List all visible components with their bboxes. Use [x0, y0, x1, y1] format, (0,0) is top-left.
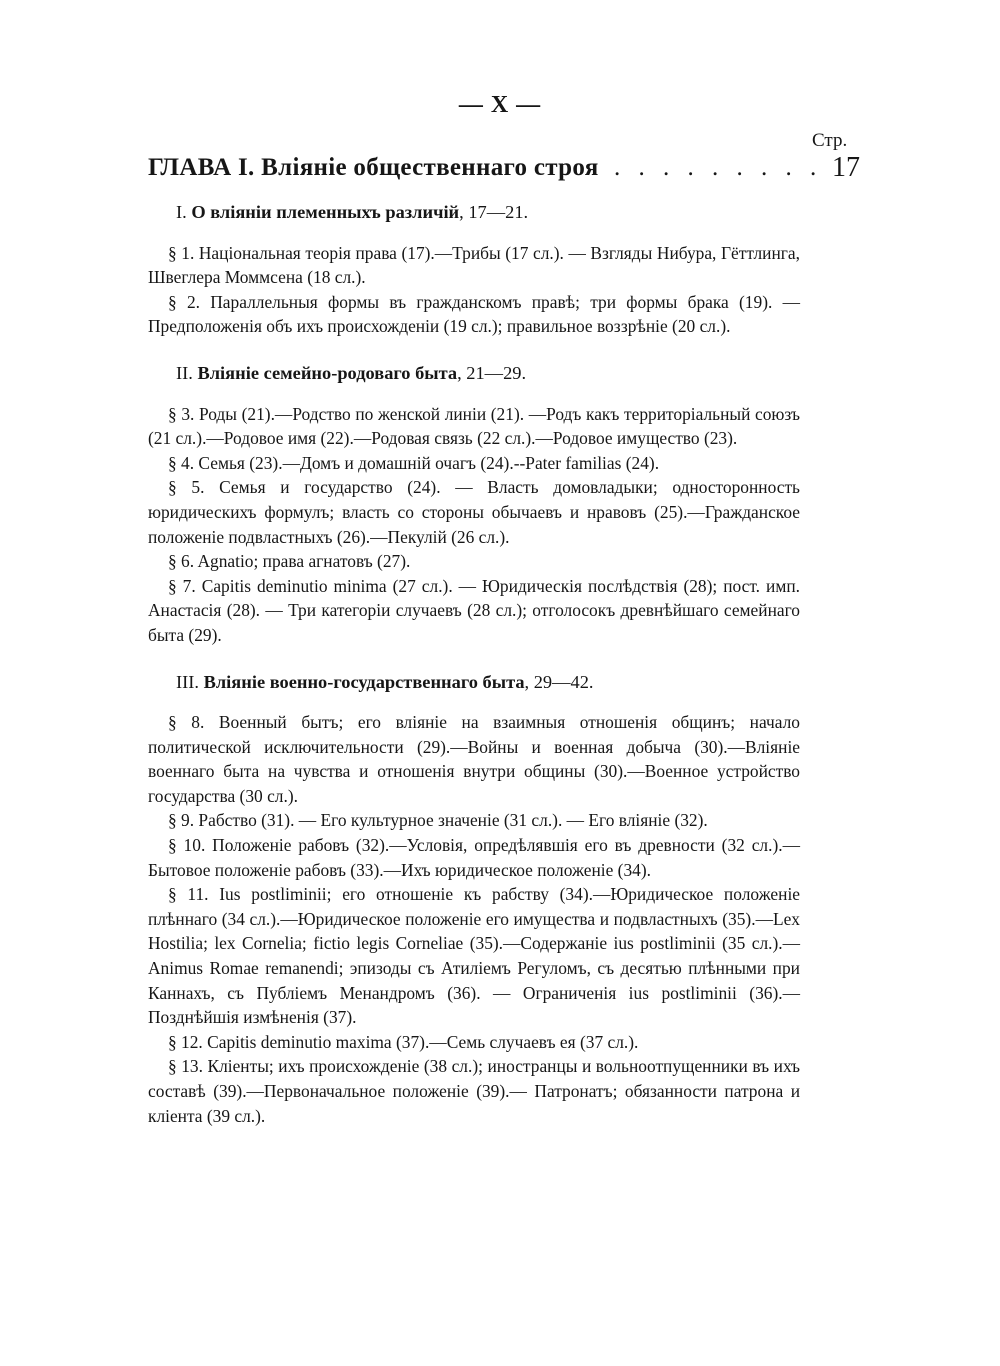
paragraph: § 1. Національная теорія права (17).—Трибы (17 сл.). — Взгляды Нибура, Гёттлинга, Швеглера Моммсена (18 сл.).: [148, 242, 800, 288]
section-number: III.: [176, 671, 199, 692]
paragraph: § 9. Рабство (31). — Его культурное значеніе (31 сл.). — Его вліяніе (32).: [168, 810, 708, 831]
section-number: II.: [176, 362, 193, 383]
section-1: [148, 200, 800, 339]
section-heading: [148, 200, 800, 225]
paragraph: § 13. Кліенты; ихъ происхожденіе (38 сл.); иностранцы и вольноотпущенники въ ихъ составѣ (39).—Первоначальное положеніе (39).— Патронатъ; обязанности патрона и кліента (39 сл.).: [148, 1056, 800, 1126]
chapter-heading: [148, 154, 860, 190]
section-pages: , 29—42.: [524, 671, 594, 692]
section-title: О вліяніи племенныхъ различій: [191, 202, 460, 222]
paragraph: § 6. Agnatio; права агнатовъ (27).: [168, 551, 411, 572]
paragraph: § 12. Capitis deminutio maxima (37).—Семь случаевъ ея (37 сл.).: [168, 1031, 639, 1052]
paragraph: § 2. Параллельныя формы въ гражданскомъ правѣ; три формы брака (19). — Предположенія объ ихъ происхожденіи (19 сл.); правильное воззрѣніе (20 сл.).: [148, 291, 800, 337]
section-number: I.: [176, 202, 187, 222]
paragraph: § 8. Военный бытъ; его вліяніе на взаимныя отношенія общинъ; начало политической исключительности (29).—Войны и военная добыча (30).—Вліяніе военнаго быта на чувства и отношенія внутри общины (30).—Военное устройство государства (30 сл.).: [148, 712, 800, 806]
paragraph: § 10. Положеніе рабовъ (32).—Условія, опредѣлявшія его въ древности (32 сл.).—Бытовое положеніе рабовъ (33).—Ихъ юридическое положеніе (34).: [148, 835, 800, 880]
section-title: Вліяніе военно-государственнаго быта: [203, 671, 525, 692]
section-heading: [148, 670, 800, 695]
page-number-header: — X —: [458, 92, 542, 118]
paragraph: § 4. Семья (23).—Домъ и домашній очагъ (24).--Pater familias (24).: [168, 452, 660, 473]
section-pages: , 21—29.: [457, 362, 527, 383]
section-title: Вліяніе семейно-родоваго быта: [197, 362, 458, 383]
chapter-title: ГЛАВА I. Вліяніе общественнаго строя: [148, 154, 599, 181]
page-column-label: Стр.: [812, 130, 848, 151]
table-of-contents-body: [148, 200, 800, 1150]
paragraph: § 3. Роды (21).—Родство по женской линіи (21). —Родъ какъ территоріальный союзъ (21 сл.).—Родовое имя (22).—Родовая связь (22 сл.).—Родовое имущество (23).: [148, 403, 800, 449]
section-heading: [148, 361, 800, 386]
chapter-leader-dots: . . . . . . . . .: [614, 154, 823, 181]
section-pages: , 17—21.: [459, 202, 529, 222]
section-3: [148, 670, 800, 1129]
chapter-page-number: 17: [832, 152, 860, 183]
section-2: [148, 361, 800, 648]
paragraph: § 11. Ius postliminii; его отношеніе къ рабству (34).—Юридическое положеніе плѣннаго (34 сл.).—Юридическое положеніе его имущества и подвластныхъ (35).—Lex Hostilia; lex Cornelia; fictio legis Corneliae (35).—Содержаніе ius postliminii (35 сл.).—Animus Romae remanendi; эпизоды съ Атиліемъ Регуломъ, съ десятью плѣнными при Каннахъ, съ Публіемъ Менандромъ (36). — Ограниченія ius postliminii (36).— Позднѣйшія измѣненія (37).: [148, 884, 800, 1028]
paragraph: § 7. Capitis deminutio minima (27 сл.). — Юридическія послѣдствія (28); пост. имп. Анастасія (28). — Три категоріи случаевъ (28 сл.); отголосокъ древнѣйшаго семейнаго быта (29).: [148, 575, 800, 645]
paragraph: § 5. Семья и государство (24). — Власть домовладыки; односторонность юридическихъ формулъ; власть со стороны обычаевъ и нравовъ (25).—Гражданское положеніе подвластныхъ (26).—Пекулій (26 сл.).: [148, 477, 800, 547]
